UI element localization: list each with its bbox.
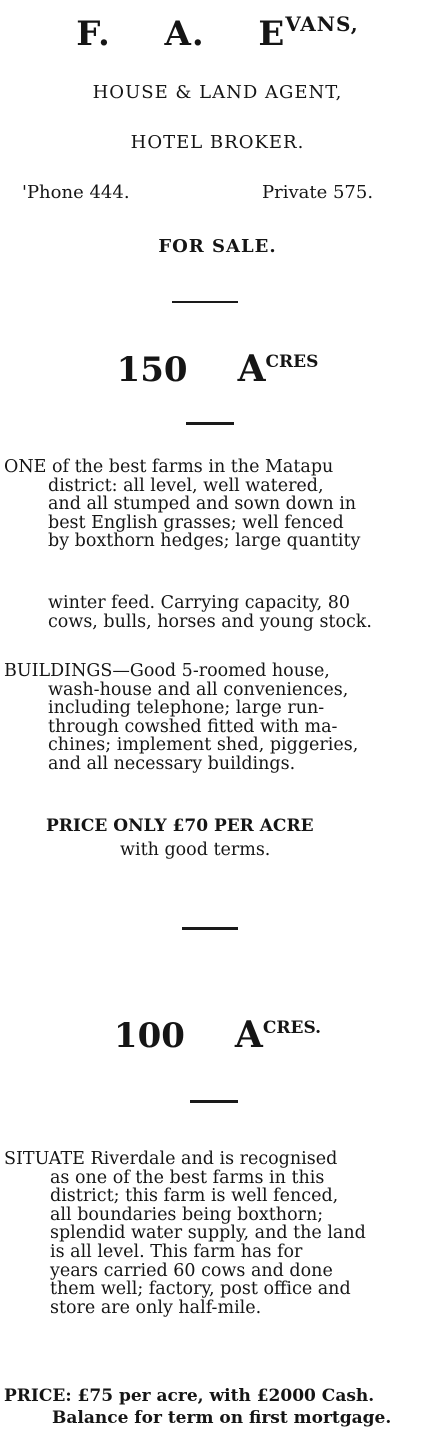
text-line: SITUATE Riverdale and is recognised [4,1149,338,1169]
text-line: district: all level, well watered, [48,475,324,496]
listing1-price: PRICE ONLY £70 PER ACRE [46,816,314,836]
divider-rule [172,301,238,303]
agent-name [0,12,435,54]
listing1-terms: with good terms. [120,840,271,860]
text-line: district; this farm is well fenced, [50,1186,339,1207]
for-sale-heading: FOR SALE. [158,236,277,257]
listing2-balance: Balance for term on first mortgage. [52,1408,392,1428]
text-line: through cowshed fitted with ma- [48,716,338,737]
listing1-buildings [4,662,422,774]
surname-capital: E [258,14,286,54]
acres-capital: A [234,1014,263,1056]
divider-rule [186,422,234,425]
name-initial-a: A. [164,14,205,54]
text-line: is all level. This farm has for [50,1241,303,1262]
listing1-feed [48,594,422,631]
private-number: Private 575. [262,182,374,203]
text-line: as one of the best farms in this [50,1167,325,1188]
text-line: store are only half-mile. [50,1297,262,1318]
text-line: them well; factory, post office and [50,1279,351,1300]
agent-title: HOUSE & LAND AGENT, [92,82,343,103]
text-line: BUILDINGS—Good 5-roomed house, [4,661,330,681]
phone-number: 'Phone 444. [22,182,130,203]
name-initial-f: F. [76,14,111,54]
surname-rest: VANS, [285,12,359,36]
acres-rest: CRES [265,352,319,372]
text-line: ONE of the best farms in the Matapu [4,457,334,477]
acres-number: 150 [116,350,188,390]
text-line: years carried 60 cows and done [50,1260,333,1281]
text-line: winter feed. Carrying capacity, 80 [48,593,351,613]
text-line: including telephone; large run- [48,698,325,719]
acres-heading-100 [0,1014,435,1056]
text-line: wash-house and all conveniences, [48,679,349,700]
agent-subtitle: HOTEL BROKER. [130,132,305,153]
text-line: best English grasses; well fenced [48,512,344,533]
text-line: splendid water supply, and the land [50,1223,366,1244]
acres-capital: A [237,348,266,390]
text-line: and all stumped and sown down in [48,494,357,515]
divider-rule [182,927,238,930]
text-line: by boxthorn hedges; large quantity [48,531,361,552]
text-line: all boundaries being boxthorn; [50,1204,324,1225]
divider-rule [190,1100,238,1103]
acres-heading-150 [0,348,435,390]
text-line: cows, bulls, horses and young stock. [48,611,372,632]
text-line: chines; implement shed, piggeries, [48,735,359,756]
listing1-description [4,458,422,551]
acres-rest: CRES. [262,1018,322,1038]
listing2-price: PRICE: £75 per acre, with £2000 Cash. [4,1386,375,1406]
acres-number: 100 [113,1016,185,1056]
listing2-description [4,1150,424,1317]
text-line: and all necessary buildings. [48,753,296,774]
